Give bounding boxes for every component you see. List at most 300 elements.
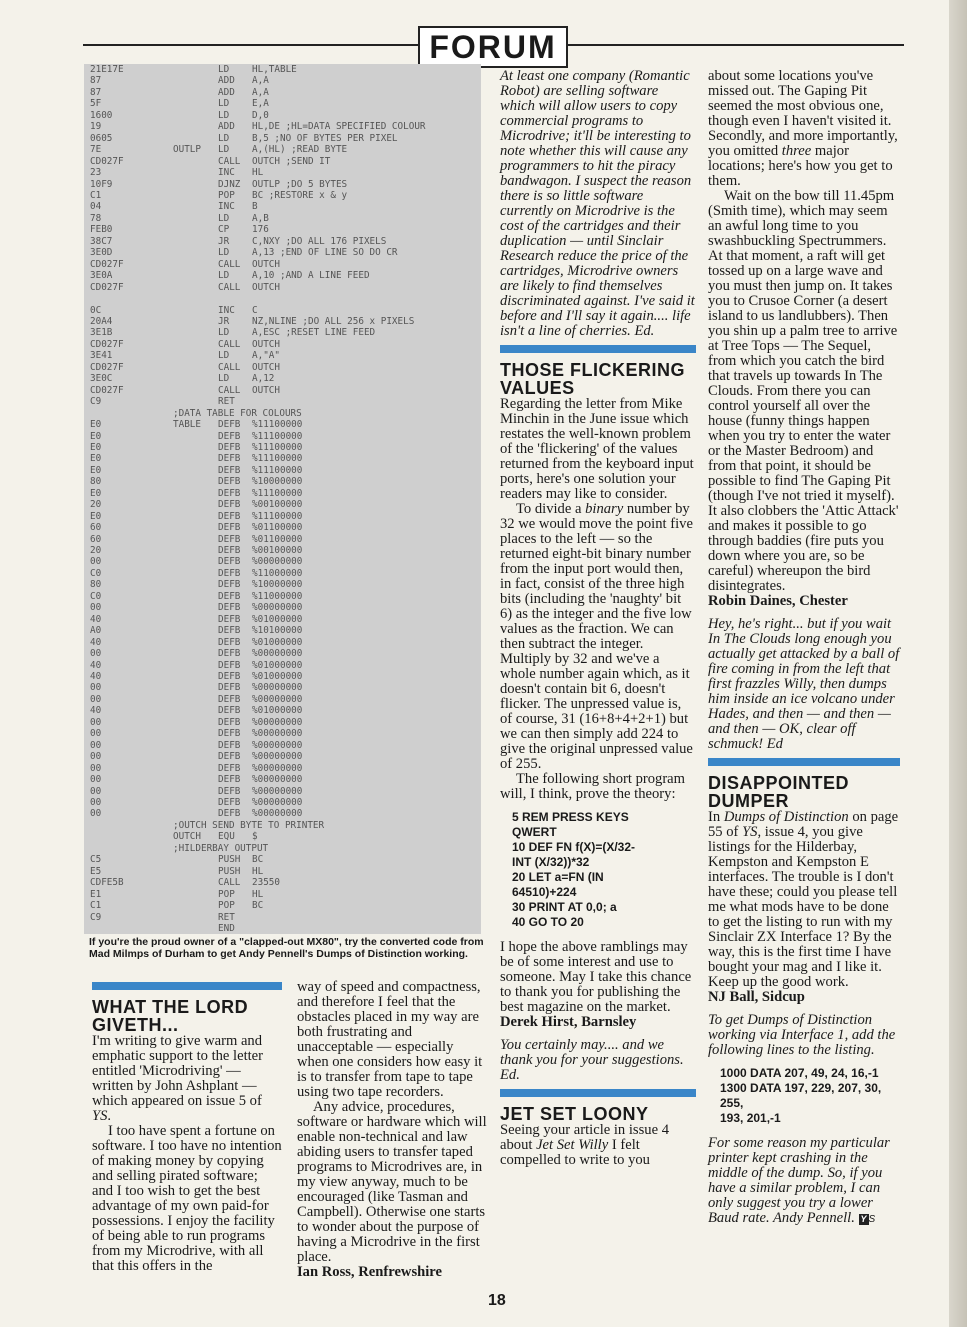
code-line [84,694,481,705]
code-field: %11100000 [252,487,303,499]
code-field: 10F9 [90,178,113,190]
code-field: LD [218,64,230,75]
heading-jet-set-loony: JET SET LOONY [500,1104,649,1124]
code-field: 00 [90,682,102,694]
code-line [84,213,481,224]
code-line [84,889,481,900]
editor-reply: For some reason my particular printer kept crashing in the middle of the dump. So, if you have a similar problem, I can only suggest you try a lower Baud rate. Andy Pennell. Y S [708,1135,890,1226]
code-field: A,ESC ;RESET LINE FEED [252,327,376,339]
code-field: TABLE [173,419,201,431]
code-field: DEFB [218,430,241,442]
letter-paragraph: Any advice, procedures, software or hardware which will enable non-technical and law abiding users to transfer taped programs to Microdrives are, in my view anyway, much to be encouraged (like Tasman and Campbell). Otherwise one starts to wonder about the purpose of having a Microdrive in the first place. [297,1099,487,1265]
code-field: %10000000 [252,476,303,488]
code-field: CALL [218,155,241,167]
code-field: DEFB [218,419,241,431]
code-field: 00 [90,716,102,728]
code-line [84,843,481,854]
code-field: 3E0D [90,247,113,259]
code-field: DEFB [218,728,241,740]
listing-line: 30 PRINT AT 0,0; a [512,900,617,914]
header-rule-left [83,44,418,46]
code-line [84,511,481,522]
code-field: %11000000 [252,590,303,602]
code-field: %11100000 [252,510,303,522]
code-field: 80 [90,579,102,591]
code-field: ;DATA TABLE FOR COLOURS [173,407,302,419]
code-field: DEFB [218,613,241,625]
section-divider [92,982,282,990]
code-field: DEFB [218,671,241,683]
code-field: %00000000 [252,693,303,705]
code-field: DEFB [218,602,241,614]
code-field: A,12 [252,373,275,385]
code-field: 00 [90,774,102,786]
code-line [84,179,481,190]
code-line [84,522,481,533]
code-field: 80 [90,476,102,488]
code-line [84,568,481,579]
code-field: E5 [90,865,102,877]
code-caption: If you're the proud owner of a "clapped-out MX80", try the converted code from Mad Milmps of Durham to get Andy Pennell's Dumps of Distinction working. [89,936,484,960]
code-field: OUTLP [173,144,201,156]
code-field: DEFB [218,499,241,511]
code-field: RET [218,911,235,923]
code-line [84,912,481,923]
code-field: END [218,922,235,934]
code-field: 3E0A [90,270,113,282]
code-field: %11100000 [252,453,303,465]
listing-line: 64510)+224 [512,885,577,899]
code-field: C0 [90,590,102,602]
editor-reply: To get Dumps of Distinction working via Interface 1, add the following lines to the listing. [708,1012,896,1058]
letter-column-3 [500,69,696,1168]
code-line [84,350,481,361]
letter-paragraph: In Dumps of Distinction on page 55 of YS, issue 4, you give listings for the Hilderbay, Kempston and Kempston E interfaces. The trouble is I don't have these; could you please tell me what mods have to be done to get the listing to run with my Sinclair ZX Interface 1? By the way, this is the first time I have bought your mag and I like it. Keep up the good work. [708,809,899,990]
listing-line: 20 LET a=FN (IN [512,870,604,884]
code-field: DEFB [218,716,241,728]
letter-column-1 [92,980,282,1274]
code-line [84,442,481,453]
editor-reply: You certainly may.... and we thank you for your suggestions. Ed. [500,1037,684,1083]
code-line [84,270,481,281]
code-line [84,431,481,442]
ys-end-mark-s: S [868,1214,876,1225]
listing-line: INT (X/32))*32 [512,855,590,869]
code-field: 3E0C [90,373,113,385]
code-line [84,797,481,808]
code-field: 87 [90,75,102,87]
code-field: ADD [218,75,235,87]
code-field: %00000000 [252,751,303,763]
code-field: %11000000 [252,567,303,579]
code-field: %00100000 [252,499,303,511]
code-field: CD027F [90,384,124,396]
listing-line: 5 REM PRESS KEYS [512,810,629,824]
code-line [84,293,481,304]
code-field: E0 [90,453,102,465]
code-field: LD [218,373,230,385]
code-line [84,98,481,109]
code-field: 00 [90,785,102,797]
code-field: E0 [90,441,102,453]
code-line [84,167,481,178]
code-field: B,5 ;NO OF BYTES PER PIXEL [252,132,398,144]
code-field: 00 [90,693,102,705]
code-field: CDFE5B [90,877,124,889]
code-field: DEFB [218,476,241,488]
code-field: LD [218,327,230,339]
code-field: DEFB [218,693,241,705]
code-line [84,156,481,167]
code-field: %01000000 [252,705,303,717]
code-field: 20 [90,499,102,511]
code-field: 1600 [90,109,113,121]
letter-signature: Derek Hirst, Barnsley [500,1014,637,1030]
listing-line: 10 DEF FN f(X)=(X/32- [512,840,636,854]
code-field: DEFB [218,808,241,820]
code-line [84,728,481,739]
code-field: PUSH [218,865,241,877]
code-field: C,NXY ;DO ALL 176 PIXELS [252,235,387,247]
code-field: OUTCH [252,281,280,293]
code-field: %11100000 [252,441,303,453]
code-field: $ [252,831,258,843]
code-field: 00 [90,728,102,740]
code-field: 20A4 [90,315,113,327]
code-field: LD [218,98,230,110]
code-field: 176 [252,224,269,236]
code-field: E0 [90,464,102,476]
code-line [84,705,481,716]
code-field: E0 [90,510,102,522]
code-field: %01000000 [252,659,303,671]
code-field: DEFB [218,785,241,797]
code-field: %00000000 [252,682,303,694]
code-field: %01000000 [252,671,303,683]
code-field: HL,TABLE [252,64,297,75]
code-field: 87 [90,86,102,98]
code-field: A,B [252,212,269,224]
code-line [84,602,481,613]
code-field: C1 [90,900,102,912]
code-line [84,453,481,464]
letter-signature: NJ Ball, Sidcup [708,989,805,1005]
code-field: E0 [90,419,102,431]
code-field: CALL [218,338,241,350]
code-field: DEFB [218,533,241,545]
code-field: A,A [252,86,269,98]
code-line [84,923,481,934]
listing-line: 193, 201,-1 [720,1111,781,1125]
code-field: %10000000 [252,579,303,591]
letter-column-4 [708,69,900,1227]
code-line [84,282,481,293]
code-field: DJNZ [218,178,241,190]
code-field: DEFB [218,579,241,591]
code-line [84,717,481,728]
code-field: LD [218,247,230,259]
code-field: A,10 ;AND A LINE FEED [252,270,370,282]
code-field: C0 [90,567,102,579]
code-field: LD [218,109,230,121]
section-divider [500,1089,696,1097]
code-field: INC [218,304,235,316]
code-field: BC [252,900,264,912]
code-field: 23550 [252,877,280,889]
code-line [84,259,481,270]
code-field: DEFB [218,590,241,602]
code-field: 00 [90,648,102,660]
code-line [84,740,481,751]
letter-paragraph: Wait on the bow till 11.45pm (Smith time), which may seem an awful long time to you swashbuckling Spectrummers. At that moment, a raft will get tossed up on a large wave and you must then jump on. It takes you to Crusoe Corner (a desert island to us landlubbers). Then you shin up a palm tree to arrive at Tree Tops — The Sequel, from which you catch the bird that travels up towards In The Clouds. From there you can control yourself all over the house (funny things happen when you try to enter the water or the Master Bedroom) and from that point, it should be possible to find The Gaping Pit (though I've not tried it myself). It also clobbers the 'Attic Attack' and makes it possible to go through baddies (fire puts you down where you are, so be careful) whereupon the bird disintegrates. [708,188,899,594]
letter-paragraph: To divide a binary number by 32 we would move the point five places to the left — so the returned eight-bit binary number from the input port would then, in fact, consist of the three high bits (including the 'naughty' bit 6) as the integer and the five low values as the fraction. We can then subtract the integer. Multiply by 32 and we've a whole number again which, as it doesn't contain bit 6, doesn't flicker. The unpressed value is, of course, 31 (16+8+4+2+1) but we can then simply add 224 to give the original unpressed value of 255. [500,501,693,772]
code-line [84,854,481,865]
listing-line: 1000 DATA 207, 49, 24, 16,-1 [720,1066,879,1080]
code-line [84,247,481,258]
code-field: HL [252,167,264,179]
basic-listing [512,810,696,930]
letter-signature: Robin Daines, Chester [708,593,848,609]
editor-reply: Hey, he's right... but if you wait In The Clouds long enough you actually get attacked by a ball of fire coming in from the left that first frazzles Willy, then dumps him inside an ice volcano under Hades, and then — and then — and then — OK, clear off schmuck! Ed [708,616,900,752]
code-line [84,110,481,121]
code-field: ;HILDERBAY OUTPUT [173,842,269,854]
code-field: C9 [90,396,102,408]
code-line [84,763,481,774]
code-field: LD [218,132,230,144]
code-field: %00000000 [252,556,303,568]
code-field: 00 [90,602,102,614]
code-field: 23 [90,167,102,179]
code-field: 20 [90,545,102,557]
code-field: OUTCH [173,831,201,843]
code-line [84,190,481,201]
code-field: E,A [252,98,269,110]
code-field: ;OUTCH SEND BYTE TO PRINTER [173,819,325,831]
heading-flickering-values: THOSE FLICKERING VALUES [500,360,686,398]
code-field: 3E1B [90,327,113,339]
code-line [84,545,481,556]
code-field: ADD [218,121,235,133]
listing-line: 40 GO TO 20 [512,915,584,929]
code-field: POP [218,888,235,900]
ys-end-mark: Y [860,1214,867,1224]
code-line [84,396,481,407]
code-field: FEB0 [90,224,113,236]
code-field: DEFB [218,659,241,671]
code-field: CALL [218,384,241,396]
code-field: %11100000 [252,419,303,431]
code-line [84,625,481,636]
section-divider [708,758,900,766]
code-field: DEFB [218,682,241,694]
code-field: 00 [90,556,102,568]
code-field: OUTCH [252,338,280,350]
code-field: LD [218,350,230,362]
code-field: DEFB [218,636,241,648]
code-field: DEFB [218,705,241,717]
code-field: POP [218,189,235,201]
code-field: 00 [90,739,102,751]
code-field: LD [218,270,230,282]
code-field: DEFB [218,545,241,557]
code-field: DEFB [218,487,241,499]
code-field: DEFB [218,625,241,637]
code-line [84,614,481,625]
code-field: %11100000 [252,464,303,476]
code-line [84,534,481,545]
code-field: %00000000 [252,762,303,774]
code-field: POP [218,900,235,912]
code-field: RET [218,396,235,408]
listing-line: 1300 DATA 197, 229, 207, 30, 255, [720,1081,882,1110]
code-line [84,820,481,831]
basic-listing [720,1066,900,1126]
code-field: %00000000 [252,602,303,614]
code-field: DEFB [218,567,241,579]
editor-reply: At least one company (Romantic Robot) are selling software which will allow users to copy commercial programs to Microdrive; it'll be interesting to note whether this will cause any programmers to hit the piracy bandwagon. I suspect the reason there is so little software currently on Microdrive is the cost of the cartridges and their duplication — until Sinclair Research reduce the price of the cartridges, Microdrive owners are likely to find themselves discriminated against. I've said it before and I'll say it again.... life isn't a line of cherries. Ed. [500,68,695,339]
code-line [84,499,481,510]
code-field: 40 [90,705,102,717]
code-field: DEFB [218,441,241,453]
code-field: DEFB [218,762,241,774]
code-line [84,87,481,98]
code-field: C5 [90,854,102,866]
code-field: 00 [90,797,102,808]
letter-paragraph: I'm writing to give warm and emphatic support to the letter entitled 'Microdriving' — written by John Ashplant — which appeared on issue 5 of YS. [92,1033,264,1124]
code-field: EQU [218,831,235,843]
code-field: LD [218,212,230,224]
code-field: 60 [90,522,102,534]
code-line [84,385,481,396]
letter-column-2 [297,980,487,1280]
section-divider [500,345,696,353]
code-line [84,75,481,86]
code-line [84,591,481,602]
code-field: 60 [90,533,102,545]
code-line [84,224,481,235]
code-line [84,866,481,877]
code-field: %00000000 [252,808,303,820]
code-field: DEFB [218,648,241,660]
code-field: %00000000 [252,774,303,786]
code-field: CALL [218,281,241,293]
code-field: DEFB [218,453,241,465]
code-line [84,648,481,659]
code-field: OUTCH [252,361,280,373]
code-listing [84,64,481,934]
code-field: A,13 ;END OF LINE SO DO CR [252,247,398,259]
code-field: C1 [90,189,102,201]
code-field: A,"A" [252,350,280,362]
code-line [84,408,481,419]
code-field: 00 [90,751,102,763]
code-field: DEFB [218,774,241,786]
code-field: OUTCH [252,384,280,396]
code-field: %00000000 [252,648,303,660]
header-rule-right [566,44,904,46]
letter-paragraph: way of speed and compactness, and therefore I feel that the obstacles placed in my way are both frustrating and unacceptable — especially when one considers how easy it is to transfer from tape to tape using two tape recorders. [297,979,483,1100]
code-line [84,133,481,144]
code-field: DEFB [218,510,241,522]
code-line [84,751,481,762]
code-field: JR [218,315,230,327]
code-field: %00100000 [252,545,303,557]
code-line [84,305,481,316]
code-line [84,121,481,132]
letter-paragraph: The following short program will, I think, prove the theory: [500,771,686,802]
code-field: CALL [218,877,241,889]
letter-paragraph: I hope the above ramblings may be of some interest and use to someone. May I take this chance to thank you for publishing the best magazine on the market. [500,939,692,1015]
code-field: 00 [90,762,102,774]
code-field: DEFB [218,739,241,751]
code-field: CD027F [90,281,124,293]
code-field: CALL [218,258,241,270]
code-field: HL [252,865,264,877]
code-line [84,774,481,785]
code-line [84,476,481,487]
code-field: B [252,201,258,213]
code-field: %01000000 [252,636,303,648]
code-field: CD027F [90,338,124,350]
code-field: 40 [90,659,102,671]
code-field: %10100000 [252,625,303,637]
code-field: LD [218,144,230,156]
code-line [84,556,481,567]
code-field: INC [218,201,235,213]
code-field: DEFB [218,522,241,534]
code-field: 40 [90,636,102,648]
code-field: 3E41 [90,350,113,362]
code-field: CD027F [90,361,124,373]
code-line [84,786,481,797]
code-line [84,831,481,842]
code-line [84,236,481,247]
code-field: A,A [252,75,269,87]
code-line [84,465,481,476]
code-line [84,877,481,888]
letter-paragraph: Seeing your article in issue 4 about Jet Set Willy I felt compelled to write to you [500,1122,670,1168]
code-field: E0 [90,430,102,442]
code-field: BC [252,854,264,866]
page-number: 18 [488,1292,506,1309]
code-field: %00000000 [252,716,303,728]
code-field: OUTLP ;DO 5 BYTES [252,178,348,190]
code-line [84,64,481,75]
code-line [84,579,481,590]
page-edge [949,0,967,1327]
code-field: %01100000 [252,533,303,545]
code-line [84,339,481,350]
code-field: D,0 [252,109,269,121]
code-field: E1 [90,888,102,900]
code-line [84,660,481,671]
code-field: 78 [90,212,102,224]
letter-paragraph: about some locations you've missed out. The Gaping Pit seemed the most obvious one, though even I haven't visited it. Secondly, and more importantly, you omitted three major locations; here's how you get to them. [708,68,898,189]
code-field: 21E17E [90,64,124,75]
code-field: BC ;RESTORE x & y [252,189,348,201]
code-field: PUSH [218,854,241,866]
code-field: HL [252,888,264,900]
code-line [84,201,481,212]
code-field: OUTCH [252,258,280,270]
code-field: A,(HL) ;READ BYTE [252,144,348,156]
code-field: INC [218,167,235,179]
code-field: CD027F [90,258,124,270]
section-title: FORUM [418,26,568,68]
heading-lord-giveth: WHAT THE LORD GIVETH... [92,997,249,1035]
code-field: 38C7 [90,235,113,247]
code-field: %00000000 [252,728,303,740]
